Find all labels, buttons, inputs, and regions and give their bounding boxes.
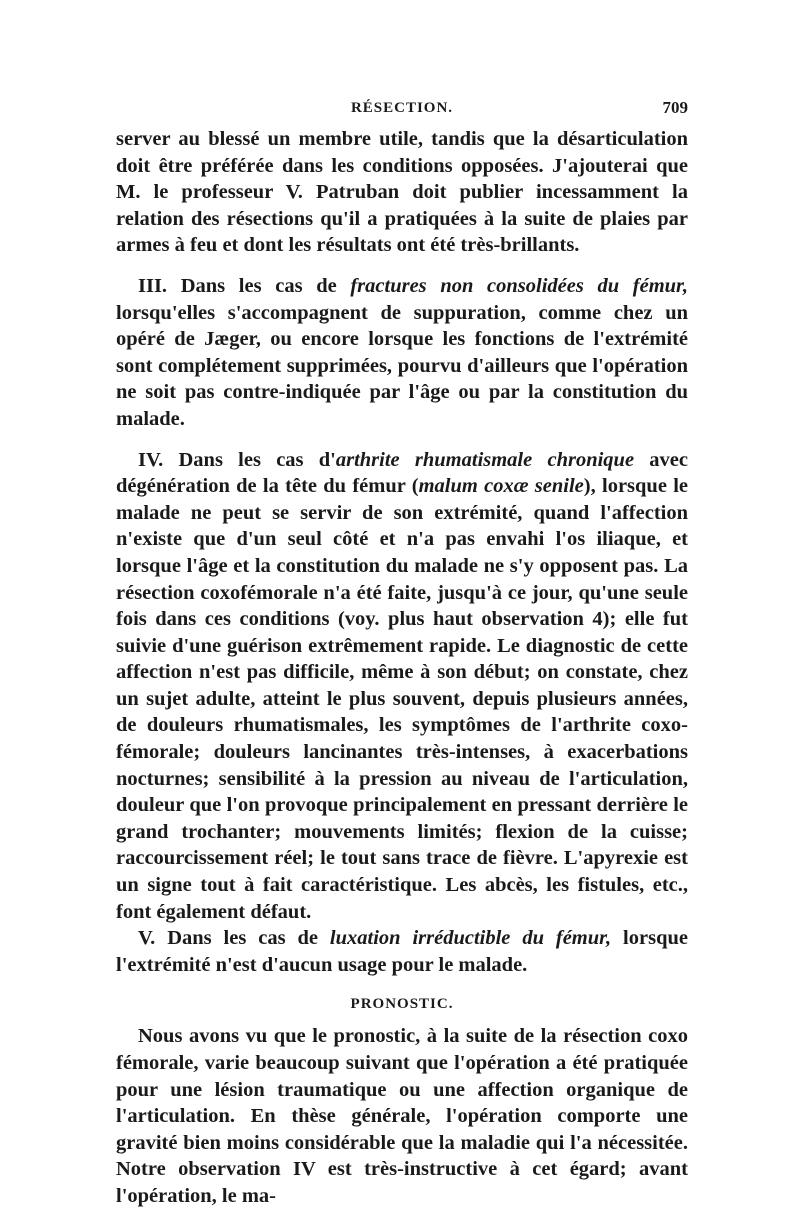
case-v-italic-term: luxation irréductible du fémur, — [329, 927, 612, 950]
section-heading-pronostic: PRONOSTIC. — [350, 996, 454, 1013]
case-iv-text-a: IV. Dans les cas d' — [138, 448, 336, 471]
case-iv-italic-term: arthrite rhumatismale chronique — [335, 448, 635, 471]
running-head — [116, 96, 688, 126]
case-iv-text-e: ), lorsque le malade ne peut se servir de son extrémité, quand l'affection n'existe que d'un seul côté et n'a pas envahi l'os iliaque, et lorsque l'âge et la constitution du malade ne s'y opposent pas. La résection coxofémorale n'a été faite, jusqu'à ce jour, qu'une seule fois dans ces conditions (voy. plus haut observation 4); elle fut suivie d'une guérison extrêmement rapide. Le diagnostic de cette affection n'est pas difficile, même à son début; on constate, chez un sujet adulte, atteint le plus souvent, depuis plusieurs années, de douleurs rhumatismales, les symptômes de l'arthrite coxo-fémorale; douleurs lancinantes très-intenses, à exacerbations nocturnes; sensibilité à la pression au niveau de l'articulation, douleur que l'on provoque principalement en pressant derrière le grand trochanter; mouvements limités; flexion de la cuisse; raccourcissement réel; le tout sans trace de fièvre. L'apyrexie est un signe tout à fait caractéristique. Les abcès, les fistules, etc., font également défaut. — [116, 475, 689, 923]
paragraph-continuation: server au blessé un membre utile, tandis que la désarticulation doit être préférée dans les conditions opposées. J'ajouterai que M. le professeur V. Patruban doit publier incessamment la relation des résections qu'il a pratiquées à la suite de plaies par armes à feu et dont les résultats ont été très-brillants. — [116, 128, 688, 257]
case-iii-text-c: lorsqu'elles s'accompagnent de suppuration, comme chez un opéré de Jæger, ou encore lorsque les fonctions de l'extrémité sont complétement supprimées, pourvu d'ailleurs que l'opération ne soit pas contre-indiquée par l'âge ou par la constitution du malade. — [116, 301, 688, 430]
body-text — [116, 126, 688, 1210]
page-number: 709 — [662, 98, 688, 117]
paragraph-case-v — [116, 925, 688, 978]
case-v-text-a: V. Dans les cas de — [138, 927, 330, 950]
book-page — [116, 96, 688, 1210]
case-iii-italic-term: fractures non consolidées du fémur, — [350, 274, 689, 297]
case-v-text-c: lorsque l'extrémité n'est d'aucun usage pour le malade. — [116, 927, 688, 976]
paragraph-case-iii — [116, 273, 688, 433]
case-iv-text-c: avec dégénération de la tête du fémur ( — [116, 448, 688, 498]
case-iii-text-a: III. Dans les cas de — [138, 274, 351, 297]
paragraph-pronostic: Nous avons vu que le pronostic, à la suite de la résection coxo fémorale, varie beaucoup suivant que l'opération a été pratiquée pour une lésion traumatique ou une affection organique de l'articulation. En thèse générale, l'opération comporte une gravité bien moins considérable que la maladie qui l'a nécessitée. Notre observation IV est très-instructive à cet égard; avant l'opération, le ma- — [116, 1025, 688, 1207]
paragraph-case-iv — [116, 447, 688, 926]
running-title: RÉSECTION. — [350, 100, 454, 116]
case-iv-latin-term: malum coxæ senile — [418, 475, 584, 498]
